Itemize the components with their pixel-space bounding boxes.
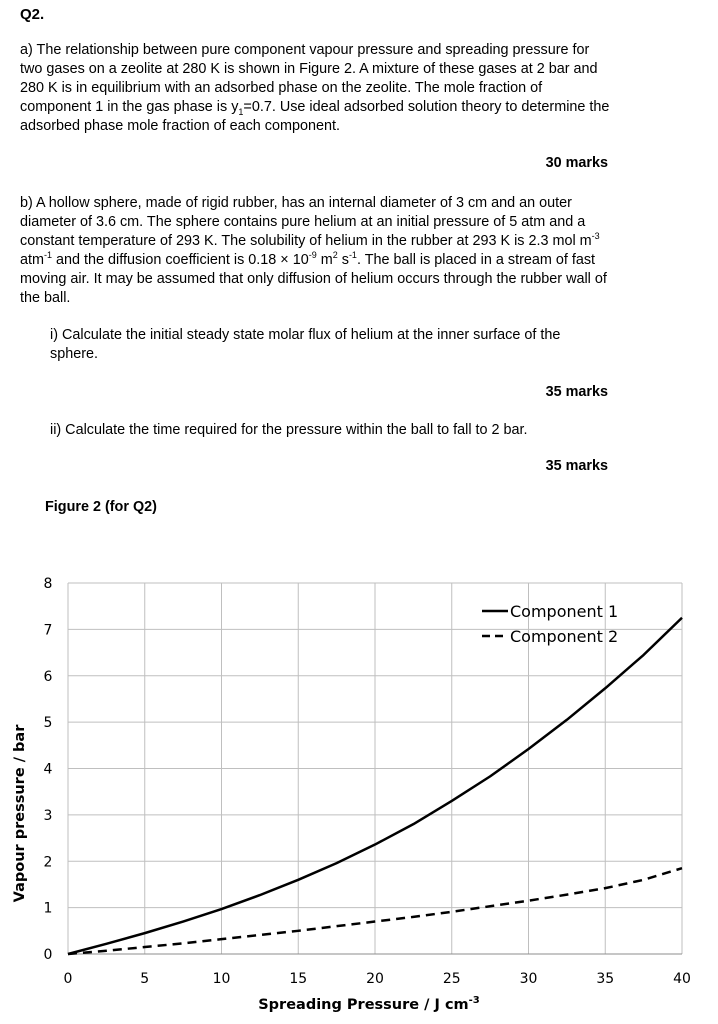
y-tick-label: 2 <box>43 854 53 871</box>
x-tick-label: 20 <box>366 971 384 987</box>
part-a-marks: 30 marks <box>545 155 608 171</box>
part-b-i-text: i) Calculate the initial steady state molar flux of helium at the inner surface of the sphere. <box>50 327 561 362</box>
part-b-ii-text: ii) Calculate the time required for the pressure within the ball to fall to 2 bar. <box>50 422 528 438</box>
legend-label-2: Component 2 <box>510 627 619 646</box>
chart-legend <box>482 602 618 646</box>
x-tick-label: 0 <box>63 971 73 987</box>
x-tick-label: 40 <box>673 971 691 987</box>
x-axis-title-superscript: -3 <box>468 995 480 1006</box>
y-tick-label: 5 <box>43 715 53 732</box>
y-tick-label: 4 <box>43 761 53 778</box>
y-tick-label: 6 <box>43 668 53 685</box>
y-tick-label: 1 <box>43 900 53 917</box>
x-tick-label: 10 <box>212 971 231 987</box>
part-b-text: b) A hollow sphere, made of rigid rubber, has an internal diameter of 3 cm and an outer diameter of 3.6 cm. The sphere contains pure helium at an initial pressure of 5 atm and a constant temperature of 293 K. The solubility of helium in the rubber at 293 K is 2.3 mol $m^{-3}$ atm$^{-1}$ and the diffusion coefficient is $0.18 \times 10^{-9}$ $m^2$ $s^{-1}$. The ball is placed in a stream of fast moving air. It may be assumed that only diffusion of helium occurs through the rubber wall of the ball. <box>20 195 607 306</box>
part-b-ii-marks: 35 marks <box>545 458 608 474</box>
x-tick-label: 25 <box>442 971 461 987</box>
y-axis-title: Vapour pressure / bar <box>12 724 28 903</box>
x-axis-title-text: Spreading Pressure / J cm <box>258 997 469 1013</box>
x-tick-label: 35 <box>596 971 615 987</box>
legend-label-1: Component 1 <box>510 602 619 621</box>
y-tick-label: 8 <box>43 576 53 592</box>
figure-title: Figure 2 (for Q2) <box>45 499 157 515</box>
y-tick-label: 0 <box>43 947 53 963</box>
x-tick-label: 5 <box>140 971 150 987</box>
part-a-text: a) The relationship between pure component vapour pressure and spreading pressure for two gases on a zeolite at 280 K is shown in Figure 2. A mixture of these gases at 2 bar and 280 K is in equilibrium with an adsorbed phase on the zeolite. The mole fraction of component 1 in the gas phase is $y_1=0.7$. Use ideal adsorbed solution theory to determine the adsorbed phase mole fraction of each component. <box>20 42 610 134</box>
question-number: Q2. <box>20 6 45 23</box>
vapour-pressure-chart <box>0 560 718 1024</box>
x-axis-title <box>258 995 480 1013</box>
x-tick-label: 30 <box>519 971 538 987</box>
y-tick-label: 7 <box>43 622 53 639</box>
part-b-i-marks: 35 marks <box>545 384 608 400</box>
x-tick-label: 15 <box>289 971 308 987</box>
y-tick-label: 3 <box>43 807 53 824</box>
